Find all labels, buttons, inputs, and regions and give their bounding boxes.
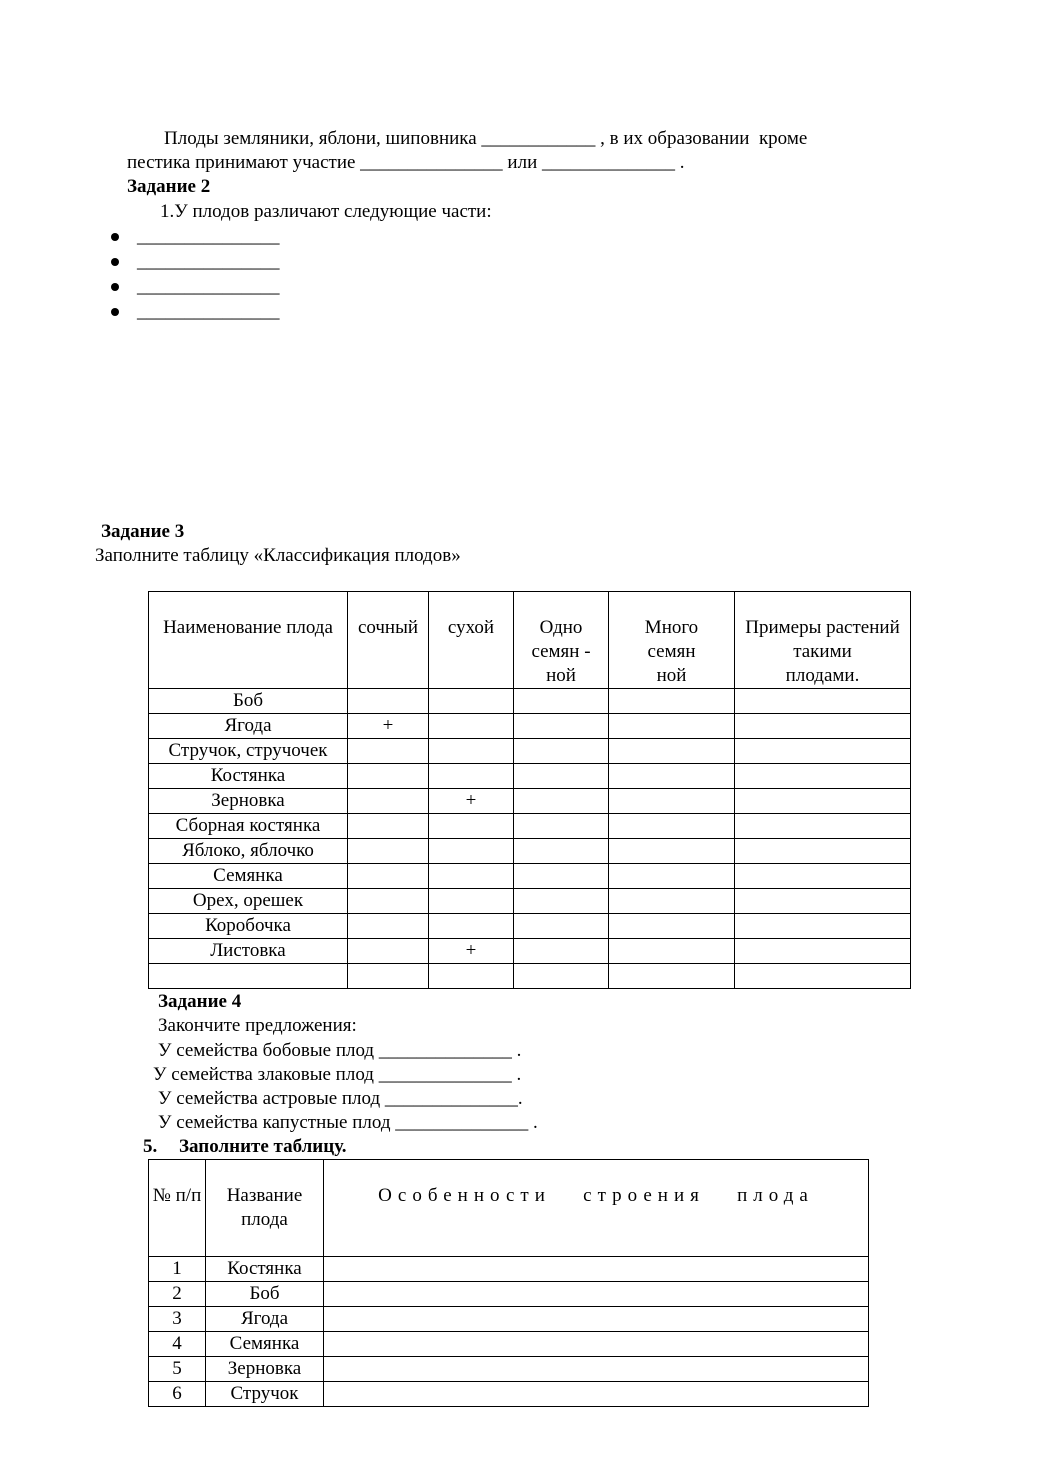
fruit-name-cell: Ягода — [206, 1307, 324, 1332]
fruit-name-cell: Боб — [206, 1282, 324, 1307]
one-seeded-cell[interactable] — [514, 964, 609, 989]
many-seeded-cell[interactable] — [609, 714, 735, 739]
fruit-name-cell: Костянка — [206, 1257, 324, 1282]
row-number-cell: 6 — [149, 1382, 206, 1407]
dry-cell[interactable] — [429, 764, 514, 789]
row-number-cell: 3 — [149, 1307, 206, 1332]
table-row — [149, 789, 911, 814]
task4-sentence: У семейства капустные плод ______________ . — [158, 1112, 538, 1133]
fruit-name-cell: Сборная костянка — [149, 814, 348, 839]
intro-line-1: Плоды земляники, яблони, шиповника ____________ , в их образовании кроме — [164, 128, 808, 149]
juicy-cell[interactable] — [348, 864, 429, 889]
many-seeded-cell[interactable] — [609, 864, 735, 889]
fruit-name-cell: Яблоко, яблочко — [149, 839, 348, 864]
dry-cell[interactable] — [429, 864, 514, 889]
juicy-cell[interactable] — [348, 914, 429, 939]
table-row — [149, 714, 911, 739]
one-seeded-cell[interactable] — [514, 689, 609, 714]
table-row — [149, 889, 911, 914]
table-row — [149, 1282, 869, 1307]
row-number-cell: 4 — [149, 1332, 206, 1357]
table-header-row — [149, 592, 911, 689]
table-row — [149, 739, 911, 764]
dry-cell[interactable]: + — [429, 939, 514, 964]
one-seeded-cell[interactable] — [514, 814, 609, 839]
bullet-icon — [111, 258, 119, 266]
features-cell[interactable] — [324, 1382, 869, 1407]
bullet-blank: _______________ — [137, 276, 280, 297]
header-many-seeded: Много семян ной — [609, 592, 735, 689]
many-seeded-cell[interactable] — [609, 964, 735, 989]
juicy-cell[interactable] — [348, 839, 429, 864]
table-row — [149, 839, 911, 864]
table-row — [149, 1332, 869, 1357]
dry-cell[interactable] — [429, 964, 514, 989]
plant-examples-cell[interactable] — [735, 764, 911, 789]
task4-prompt: Закончите предложения: — [158, 1015, 357, 1036]
bullet-blank: _______________ — [137, 226, 280, 247]
plant-examples-cell[interactable] — [735, 689, 911, 714]
one-seeded-cell[interactable] — [514, 889, 609, 914]
fruit-name-cell: Зерновка — [206, 1357, 324, 1382]
table-header-row — [149, 1160, 869, 1257]
juicy-cell[interactable]: + — [348, 714, 429, 739]
bullet-icon — [111, 283, 119, 291]
many-seeded-cell[interactable] — [609, 914, 735, 939]
table-row — [149, 914, 911, 939]
features-cell[interactable] — [324, 1257, 869, 1282]
header-structure-features: Особенности строения плода — [324, 1160, 869, 1257]
table-row — [149, 864, 911, 889]
task5-title: Заполните таблицу. — [179, 1136, 347, 1157]
many-seeded-cell[interactable] — [609, 839, 735, 864]
one-seeded-cell[interactable] — [514, 789, 609, 814]
fruit-name-cell: Боб — [149, 689, 348, 714]
features-cell[interactable] — [324, 1282, 869, 1307]
plant-examples-cell[interactable] — [735, 814, 911, 839]
table-row — [149, 1357, 869, 1382]
many-seeded-cell[interactable] — [609, 689, 735, 714]
dry-cell[interactable] — [429, 714, 514, 739]
plant-examples-cell[interactable] — [735, 714, 911, 739]
juicy-cell[interactable] — [348, 889, 429, 914]
plant-examples-cell[interactable] — [735, 739, 911, 764]
many-seeded-cell[interactable] — [609, 789, 735, 814]
task4-sentence: У семейства злаковые плод ______________ . — [153, 1064, 522, 1085]
juicy-cell[interactable] — [348, 789, 429, 814]
features-cell[interactable] — [324, 1357, 869, 1382]
plant-examples-cell[interactable] — [735, 839, 911, 864]
header-juicy: сочный — [348, 592, 429, 689]
header-plant-examples: Примеры растений такими плодами. — [735, 592, 911, 689]
table-row — [149, 1382, 869, 1407]
row-number-cell: 1 — [149, 1257, 206, 1282]
header-row-number: № п/п — [149, 1160, 206, 1257]
fruit-name-cell: Коробочка — [149, 914, 348, 939]
one-seeded-cell[interactable] — [514, 839, 609, 864]
plant-examples-cell[interactable] — [735, 939, 911, 964]
dry-cell[interactable] — [429, 814, 514, 839]
juicy-cell[interactable] — [348, 964, 429, 989]
fruit-name-cell: Семянка — [149, 864, 348, 889]
header-fruit-name: Название плода — [206, 1160, 324, 1257]
header-one-seeded: Одно семян - ной — [514, 592, 609, 689]
row-number-cell: 2 — [149, 1282, 206, 1307]
table-row — [149, 1257, 869, 1282]
juicy-cell[interactable] — [348, 939, 429, 964]
plant-examples-cell[interactable] — [735, 864, 911, 889]
one-seeded-cell[interactable] — [514, 914, 609, 939]
row-number-cell: 5 — [149, 1357, 206, 1382]
fruit-name-cell: Стручок, стручочек — [149, 739, 348, 764]
bullet-blank: _______________ — [137, 251, 280, 272]
fruit-name-cell: Листовка — [149, 939, 348, 964]
fruit-name-cell: Стручок — [206, 1382, 324, 1407]
juicy-cell[interactable] — [348, 764, 429, 789]
one-seeded-cell[interactable] — [514, 714, 609, 739]
task3-prompt: Заполните таблицу «Классификация плодов» — [95, 545, 461, 566]
task2-prompt: 1.У плодов различают следующие части: — [160, 201, 492, 222]
task4-title: Задание 4 — [158, 991, 242, 1012]
many-seeded-cell[interactable] — [609, 889, 735, 914]
fruit-name-cell[interactable] — [149, 964, 348, 989]
dry-cell[interactable] — [429, 914, 514, 939]
one-seeded-cell[interactable] — [514, 739, 609, 764]
table-row — [149, 1307, 869, 1332]
one-seeded-cell[interactable] — [514, 939, 609, 964]
dry-cell[interactable] — [429, 839, 514, 864]
dry-cell[interactable]: + — [429, 789, 514, 814]
task5-number: 5. — [143, 1136, 158, 1157]
features-cell[interactable] — [324, 1332, 869, 1357]
table-row — [149, 814, 911, 839]
many-seeded-cell[interactable] — [609, 814, 735, 839]
fruit-name-cell: Зерновка — [149, 789, 348, 814]
table-row — [149, 689, 911, 714]
plant-examples-cell[interactable] — [735, 889, 911, 914]
dry-cell[interactable] — [429, 889, 514, 914]
juicy-cell[interactable] — [348, 739, 429, 764]
task3-title: Задание 3 — [101, 521, 185, 542]
dry-cell[interactable] — [429, 689, 514, 714]
juicy-cell[interactable] — [348, 689, 429, 714]
task4-sentence: У семейства астровые плод ______________. — [158, 1088, 523, 1109]
fruit-classification-table — [148, 591, 911, 989]
features-cell[interactable] — [324, 1307, 869, 1332]
task4-sentence: У семейства бобовые плод ______________ . — [158, 1040, 522, 1061]
many-seeded-cell[interactable] — [609, 764, 735, 789]
one-seeded-cell[interactable] — [514, 764, 609, 789]
table-row — [149, 939, 911, 964]
many-seeded-cell[interactable] — [609, 939, 735, 964]
juicy-cell[interactable] — [348, 814, 429, 839]
fruit-name-cell: Орех, орешек — [149, 889, 348, 914]
table-row — [149, 964, 911, 989]
bullet-blank: _______________ — [137, 301, 280, 322]
header-dry: сухой — [429, 592, 514, 689]
task2-title: Задание 2 — [127, 176, 211, 197]
one-seeded-cell[interactable] — [514, 864, 609, 889]
bullet-icon — [111, 308, 119, 316]
many-seeded-cell[interactable] — [609, 739, 735, 764]
bullet-icon — [111, 233, 119, 241]
intro-line-2: пестика принимают участие _______________ или ______________ . — [127, 152, 685, 173]
table-row — [149, 764, 911, 789]
plant-examples-cell[interactable] — [735, 914, 911, 939]
plant-examples-cell[interactable] — [735, 964, 911, 989]
fruit-name-cell: Семянка — [206, 1332, 324, 1357]
fruit-name-cell: Костянка — [149, 764, 348, 789]
plant-examples-cell[interactable] — [735, 789, 911, 814]
dry-cell[interactable] — [429, 739, 514, 764]
fruit-structure-table — [148, 1159, 869, 1407]
header-fruit-name: Наименование плода — [149, 592, 348, 689]
fruit-name-cell: Ягода — [149, 714, 348, 739]
